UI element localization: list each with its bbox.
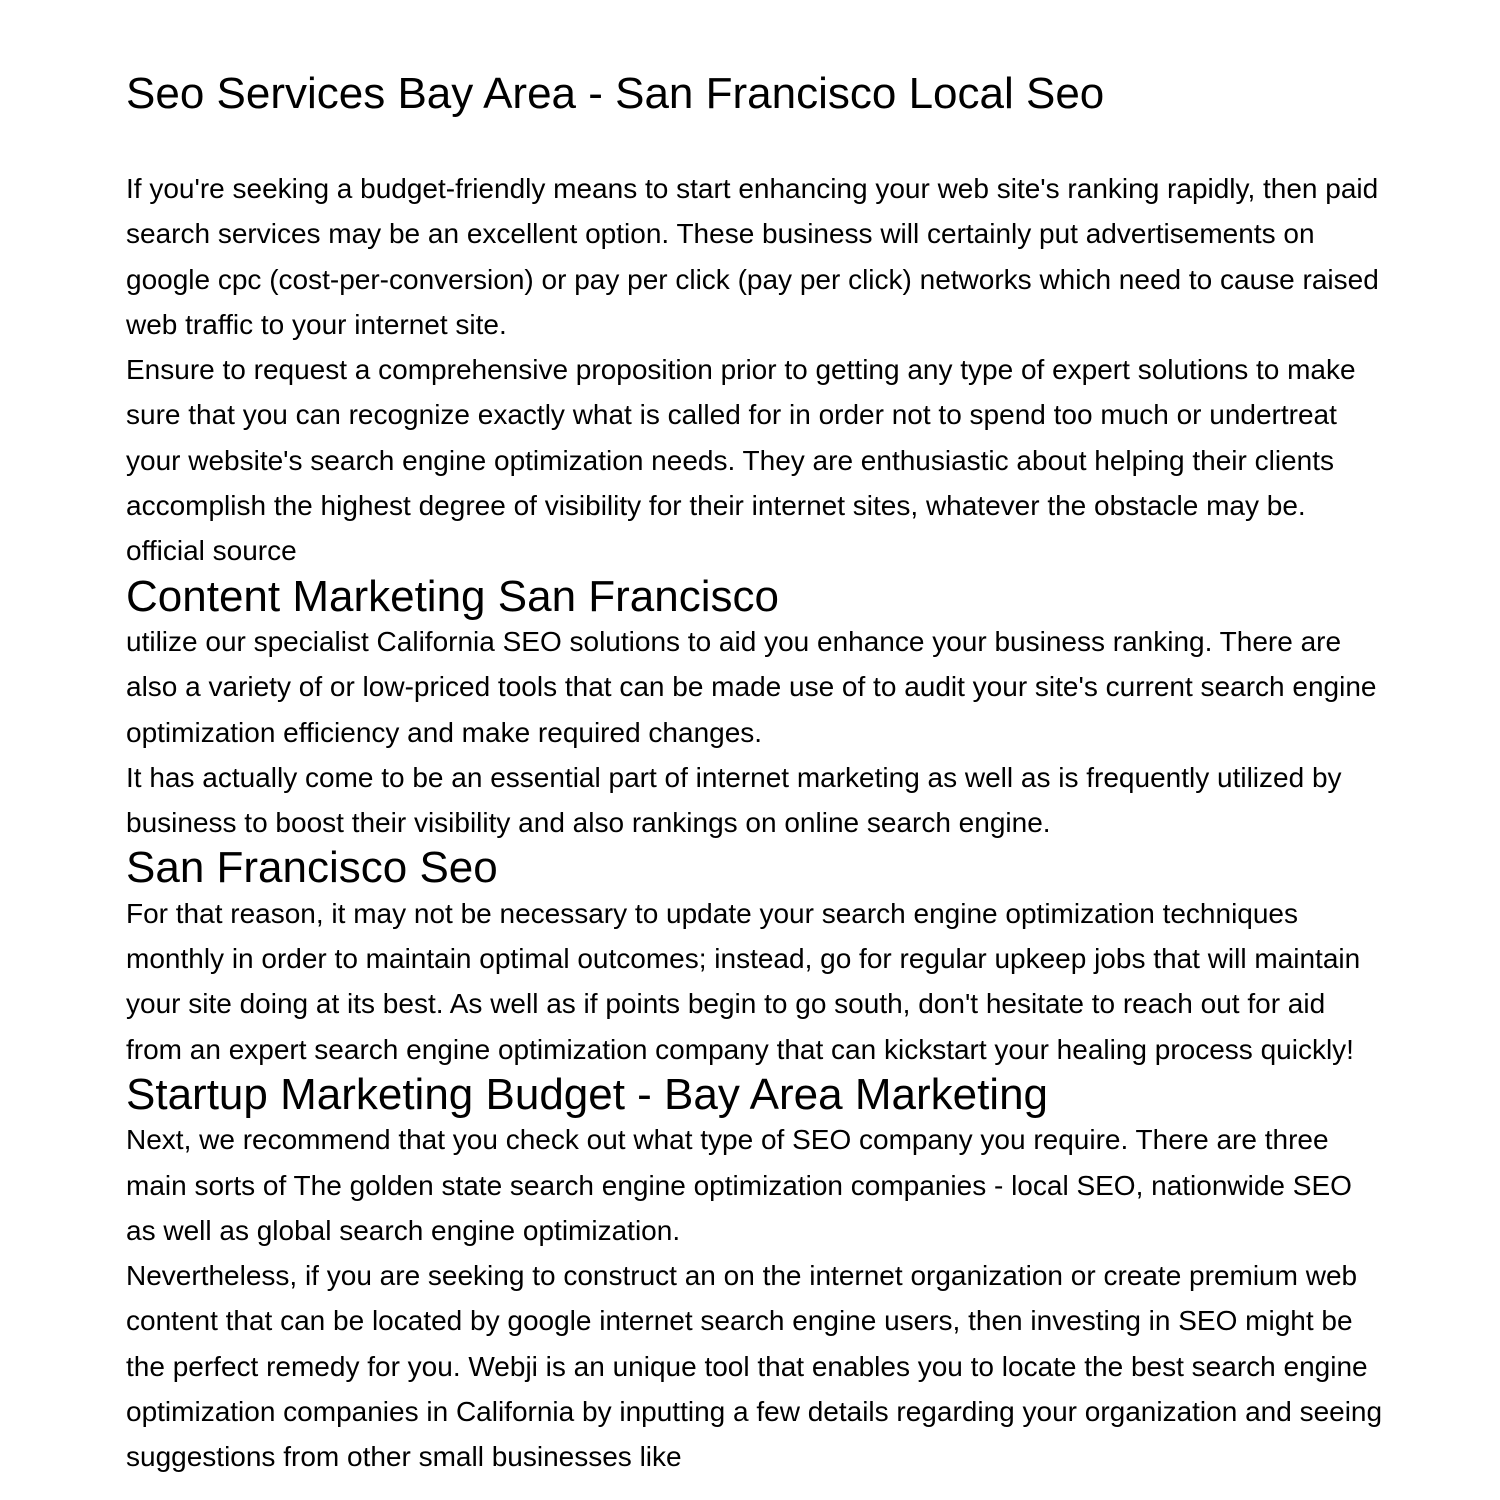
official-source-link[interactable]: official source bbox=[126, 535, 297, 567]
intro-paragraph-1: If you're seeking a budget-friendly means to start enhancing your web site's ranking rapidly, then paid search services may be an excellent option. These business will certainly put advertisements on google cpc (cost-per-conversion) or pay per click (pay per click) networks which need to cause raised web traffic to your internet site. bbox=[126, 173, 1379, 340]
document-title: Seo Services Bay Area - San Francisco Local Seo bbox=[126, 69, 1105, 118]
intro-paragraph-2 bbox=[126, 347, 1386, 573]
document-body bbox=[126, 166, 1386, 1480]
content-marketing-paragraph-2: It has actually come to be an essential part of internet marketing as well as is frequently utilized by business to boost their visibility and also rankings on online search engine. bbox=[126, 761, 1342, 839]
san-francisco-seo-paragraph-1: For that reason, it may not be necessary to update your search engine optimization techniques monthly in order to maintain optimal outcomes; instead, go for regular upkeep jobs that will maintain your site doing at its best. As well as if points begin to go south, don't hesitate to reach out for aid from an expert search engine optimization company that can kickstart your healing process quickly! bbox=[126, 897, 1361, 1065]
section-heading-startup-marketing: Startup Marketing Budget - Bay Area Marketing bbox=[126, 1069, 1049, 1119]
startup-marketing-paragraph-1: Next, we recommend that you check out what type of SEO company you require. There are three main sorts of The golden state search engine optimization companies - local SEO, nationwide SEO as well as global search engine optimization. bbox=[126, 1124, 1352, 1246]
startup-marketing-paragraph-2: Nevertheless, if you are seeking to construct an on the internet organization or create premium web content that can be located by google internet search engine users, then investing in SEO might be the perfect remedy for you. Webji is an unique tool that enables you to locate the best search engine optimization companies in California by inputting a few details regarding your organization and seeing suggestions from other small businesses like bbox=[126, 1260, 1383, 1473]
intro-paragraph-2-text: Ensure to request a comprehensive proposition prior to getting any type of expert solutions to make sure that you can recognize exactly what is called for in order not to spend too much or undertreat your website's search engine optimization needs. They are enthusiastic about helping their clients accomplish the highest degree of visibility for their internet sites, whatever the obstacle may be. bbox=[126, 354, 1356, 522]
section-heading-san-francisco-seo: San Francisco Seo bbox=[126, 843, 498, 893]
section-heading-content-marketing: Content Marketing San Francisco bbox=[126, 571, 779, 621]
content-marketing-paragraph-1: utilize our specialist California SEO solutions to aid you enhance your business ranking. There are also a variety of or low-priced tools that can be made use of to audit your site's current search engine optimization efficiency and make required changes. bbox=[126, 625, 1377, 748]
